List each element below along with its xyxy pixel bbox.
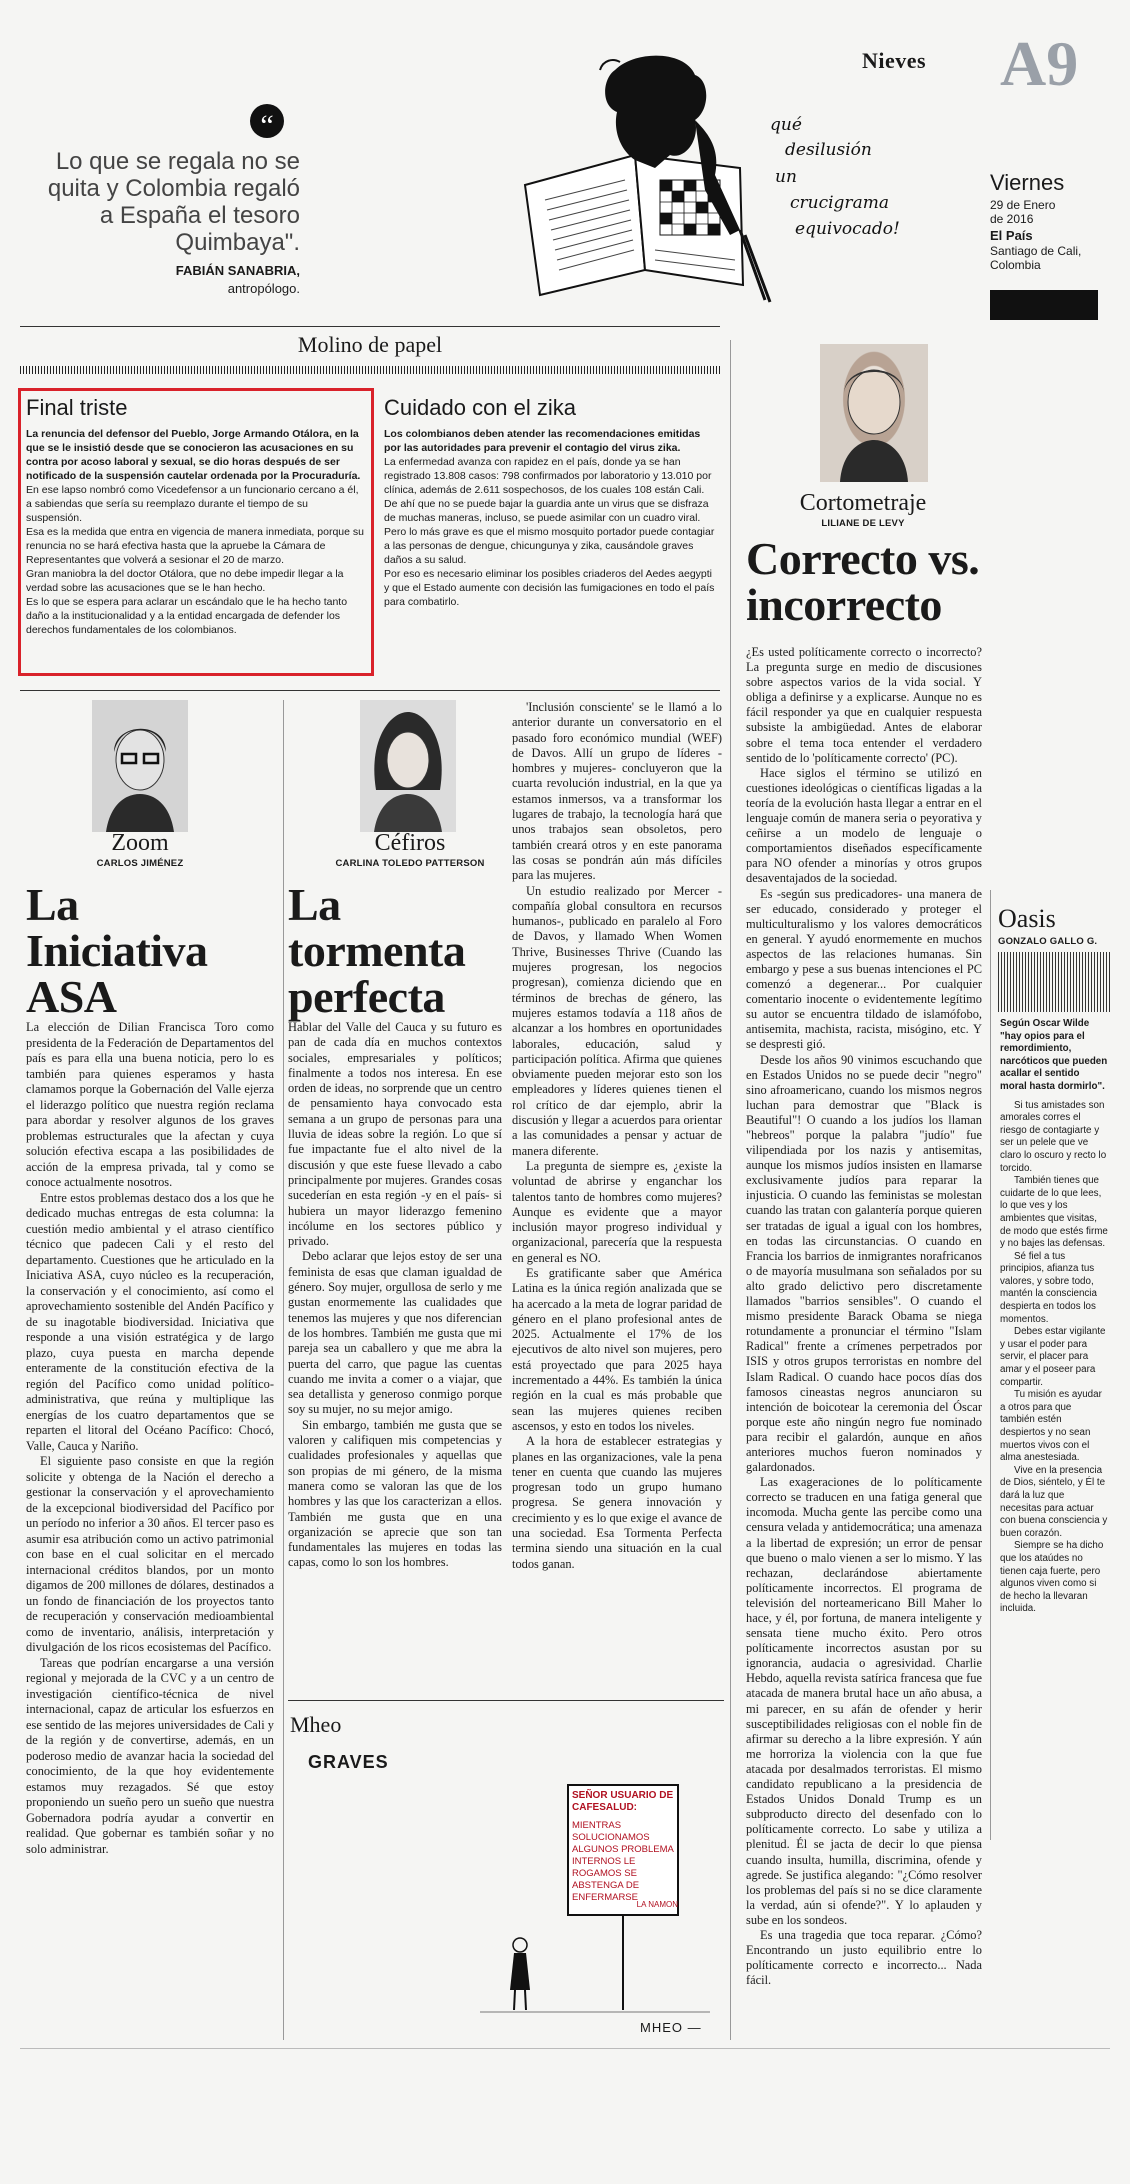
cefiros-p2: Debo aclarar que lejos estoy de ser una feminista de esas que claman igualdad de género. Soy mujer, orgullosa de serlo y me gustan enormemente las cualidades que tenemos las mujeres y que nos diferencian de los hombres. También me gusta que mi pareja sea un caballero y que me abra la puerta del carro, que pague las cuentas cuando me invita a comer o a viajar, que sea detallista y generoso conmigo porque soy su mujer, no su mejor amigo. <box>288 1249 502 1417</box>
final-triste-lead: La renuncia del defensor del Pueblo, Jorge Armando Otálora, en la que se le insistió desde que se conocieron las acusaciones en su contra por acoso laboral y sexual, se dio horas después de ser notificado de la suspensión cautelar ordenada por la Procuraduría. <box>26 428 361 482</box>
zoom-column: Zoom <box>111 830 169 856</box>
black-tab <box>990 290 1098 320</box>
section-name: Nieves <box>862 48 927 73</box>
divider-cortometraje <box>730 340 731 2040</box>
newspaper-name: El País <box>990 228 1033 243</box>
mheo-cartoon <box>470 1780 720 2040</box>
zika-p4: Por eso es necesario eliminar los posibles criaderos del Aedes aegypti y que el Estado aumente con decisión las fumigaciones en todo el país para combatirlo. <box>384 568 715 608</box>
cortometraje-p2: Hace siglos el término se utilizó en cuestiones ideológicas o científicas ligadas a la teoría de la evolución hasta llegar a entrar en el lenguaje común de manera seria o peyorativa y ceñirse a un modelo de lenguaje o comportamientos diseñados específicamente para NO ofender a minorías y otros grupos desaventajados de la sociedad. <box>746 765 982 886</box>
author-photo-carlos <box>92 700 188 832</box>
cortometraje-p5: Las exageraciones de lo políticamente correcto se traducen en una fatiga general que incomoda. Mucha gente las percibe como una censura velada y antidemocrática; una amenaza a la libertad de expresión; un error de pensar que bueno o malo vienen a ser lo mismo. Y las rechazan, declarándose abiertamente políticamente incorrectos. El programa de televisión del norteamericano Bill Maher lo hace, y él, por fortuna, de manera inteligente y sensata tiene mucho éxito. Pero otros políticamente incorrectos asustan por su ignorancia, audacia o agresividad. Charlie Hebdo, aquella revista satírica francesa que fue atacada de manera brutal hace un año abusa, a mi parecer, en su afán de ofender y herir susceptibilidades religiosas con el noble fin de afirmar su derecho a la libre expresión. Y aún me horroriza la violencia con la que fue atacada por desalmados terroristas. El mismo candidato republicano a la presidencia de Estados Unidos Donald Trump es un subproducto directo del desenfado con lo políticamente correcto. Lo sabe y utiliza a plenitud. Él se jacta de decir lo que piensa cuando insulta, humilla, discrimina, ofende y agrede. Se justifica alegando: "¿Cómo resolver los problemas del país si no se dice claramente la verdad, aún si ofende?". Y lo aplauden y sube en los sondeos. <box>746 1475 982 1927</box>
cartoon-caption-line3: un <box>775 167 797 187</box>
cefiros-p7: Es gratificante saber que América Latina es la única región analizada que se ha acercado a la meta de lograr paridad de género en el plano profesional antes de 2025. Actualmente el 17% de los ejecutivos de alto nivel son mujeres, pero está proyectado que para 2025 haya incrementado a 44%. Es también la única región en la cual es más probable que sean las mujeres quienes reciben ascensos, y esto en todos los niveles. <box>512 1265 722 1433</box>
oasis-hatch <box>998 952 1110 1012</box>
oasis-p7: Siempre se ha dicho que los ataúdes no tienen caja fuerte, pero algunos viven como si de hecho la llevaran incluida. <box>1000 1540 1104 1615</box>
mheo-signature: MHEO — <box>640 2020 702 2035</box>
mheo-rule <box>288 1700 724 1701</box>
cortometraje-p6: Es una tragedia que toca reparar. ¿Cómo? Encontrando un justo equilibrio entre lo políticamente correcto e incorrecto... Nada fácil. <box>746 1927 982 1988</box>
cefiros-p5: Un estudio realizado por Mercer -compañía global consultora en recursos humanos-, publicado en paralelo al Foro de Davos, y llamado When Women Thrive, Businesses Thrive (Cuando las mujeres progresan, los negocios progresan), comienza diciendo que en términos de brechas de género, las mujeres estamos todavía a 118 años de alcanzar a los hombres en oportunidades laborales, educación, salud y participación política. Afirma que quienes obviamente pueden mejorar esto son los empleadores y líderes quienes tienen el rol crítico de dar ejemplo, abrir la discusión y llegar a acuerdos para orientar a las comunidades a pensar y actuar de manera diferente. <box>512 883 722 1158</box>
oasis-author: GONZALO GALLO G. <box>998 936 1098 947</box>
zika-p3: Pero lo más grave es que el mismo mosquito portador puede contagiar a las personas de dengue, chicungunya y zika, causándole graves daños a su salud. <box>384 526 715 566</box>
cartoon-caption-line2: desilusión <box>785 140 872 160</box>
mheo-sign-body: MIENTRAS SOLUCIONAMOS ALGUNOS PROBLEMA INTERNOS LE ROGAMOS SE ABSTENGA DE ENFERMARSE <box>572 1820 674 1903</box>
page-bottom-rule <box>20 2048 1110 2049</box>
divider-oasis <box>990 890 991 1840</box>
zoom-p4: Tareas que podrían encargarse a una versión regional y mejorada de la CVC y a un centro de investigación científico-técnica de nivel internacional, capaz de articular los esfuerzos en ese sentido de las mejores universidades de Cali y de la región y de convertirse, además, en un poderoso medio de avanzar hacia la sociedad del conocimiento, de la que hoy evidentemente estamos muy rezagados. Sé que estoy proponiendo un sueño pero un sueño que nuestra Gobernadora podría ayudar a convertir en realidad. Que gobernar es también soñar y no solo administrar. <box>26 1655 274 1856</box>
oasis-p5: Tu misión es ayudar a otros para que también estén despiertos y no sean muertos vivos con el alma anestesiada. <box>1000 1389 1102 1464</box>
molino-rule-bottom <box>20 690 720 691</box>
author-photo-liliane <box>820 344 928 482</box>
mheo-column: Mheo <box>290 1712 342 1737</box>
quote-role: antropólogo. <box>227 281 300 296</box>
molino-rule-top <box>20 326 720 327</box>
cortometraje-headline: Correcto vs. incorrecto <box>746 533 980 630</box>
cefiros-p4: 'Inclusión consciente' se le llamó a lo anterior durante un conversatorio en el pasado foro económico mundial (WEF) de Davos. Allí un grupo de líderes -hombres y mujeres- concluyeron que la cuarta revolución industrial, en la que ya estamos inmersos, va a transformar los lugares de trabajo, la tecnología hará que unos trabajos sean obsoletos, pero también creará otros y en este panorama las cosas se pondrán aún más difíciles para las mujeres. <box>512 700 722 883</box>
final-triste-p3: Gran maniobra la del doctor Otálora, que no debe impedir llegar a la verdad sobre las acusaciones que se le han hecho. <box>26 568 344 594</box>
cefiros-body-col1 <box>288 1020 502 1690</box>
cefiros-p3: Sin embargo, también me gusta que se valoren y califiquen mis competencias y cualidades profesionales y aquellas que son propias de mi género, de la misma manera como se valoran las que de los hombres y las que los caracterizan a ellos. También me gusta que en una organización se aprecie que son tan fundamentales las mujeres en todas las capas, como lo son los hombres. <box>288 1417 502 1570</box>
cefiros-p1: Hablar del Valle del Cauca y su futuro es pan de cada día en muchos contextos sociales, empresariales y políticos; finalmente a todos nos interesa. En ese orden de ideas, no sorprende que un centro de pensamiento haya convocado esta semana a un grupo de personas para una lluvia de ideas sobre la región. Lo que sí fue impactante fue el alto nivel de la discusión y que este fuese llevado a cabo principalmente por mujeres. Grandes cosas sucederían en esta región -y en el país- si hubiera un mayor liderazgo femenino incólume en los sectores público y privado. <box>288 1020 502 1249</box>
oasis-p4: Debes estar vigilante y usar el poder para servir, el placer para amar y el poseer para compartir. <box>1000 1326 1106 1388</box>
oasis-column: Oasis <box>998 904 1056 933</box>
quote-text: Lo que se regala no se quita y Colombia regaló a España el tesoro Quimbaya". <box>47 148 300 256</box>
oasis-lead: Según Oscar Wilde "hay opios para el remordimiento, narcóticos que pueden acallar el sentido moral hasta dormirlo". <box>1000 1018 1108 1092</box>
divider-zoom <box>283 700 284 2040</box>
final-triste-p2: Esa es la medida que entra en vigencia de manera inmediata, porque su renuncia no se hará efectiva hasta que la apruebe la Cámara de Representantes que volverá a sesionar el 20 de marzo. <box>26 526 364 566</box>
author-photo-carlina <box>360 700 456 832</box>
mheo-sign-footer: LA NAMON <box>636 1900 678 1909</box>
molino-title: Molino de papel <box>297 332 443 357</box>
cartoon-caption-line5: equivocado! <box>795 219 900 239</box>
cortometraje-author: LILIANE DE LEVY <box>821 518 905 529</box>
cartoon-crossword <box>495 50 965 330</box>
zoom-p1: La elección de Dilian Francisca Toro como presidenta de la Federación de Departamentos del país es para ella una buena noticia, pero lo es también para quienes esperamos y hasta clamamos porque la Gobernación del Valle ejerza el liderazgo político que nuestra región reclama para abordar y resolver algunos de los graves problemas estructurales que la afectan y cuya solución efectiva escapa a las posibilidades de acción de la empresa privada, tal y como se conoce actualmente nosotros. <box>26 1020 274 1189</box>
quote-mark-icon: “ <box>250 104 284 138</box>
zika-lead: Los colombianos deben atender las recomendaciones emitidas por las autoridades para prevenir el contagio del virus zika. <box>384 428 701 454</box>
final-triste-article <box>26 394 366 637</box>
zika-p2: De ahí que no se puede bajar la guardia ante un virus que se disfraza de muchas maneras, incluso, se puede asimilar con un cuadro viral. <box>384 498 709 524</box>
mheo-sign-heading: SEÑOR USUARIO DE CAFESALUD: <box>572 1790 674 1813</box>
oasis-p2: También tienes que cuidarte de lo que lees, lo que ves y los ambientes que visitas, de modo que estés firme y no bajes las defensas. <box>1000 1175 1108 1250</box>
zoom-body <box>26 1020 274 1857</box>
quote-author: FABIÁN SANABRIA, <box>175 263 300 278</box>
cefiros-author: CARLINA TOLEDO PATTERSON <box>335 858 485 869</box>
top-edge <box>0 0 1130 6</box>
zoom-author: CARLOS JIMÉNEZ <box>96 858 184 869</box>
zoom-p2: Entre estos problemas destaco dos a los que he dedicado muchas entregas de esta columna: la cuestión medio ambiental y el atraso científico técnico que padecen Cali y el resto del departamento. Cuestiones que he articulado en la Iniciativa ASA, cuyo núcleo es la recuperación, la conservación y el conocimiento, así como el aprovechamiento sostenible del Andén Pacífico y de su inagotable biodiversidad. Iniciativa que responde a una visión estratégica y de largo plazo, cuya puesta en marcha depende enteramente de la constitución efectiva de la región del Pacífico como unidad político-administrativa, que reúna y multiplique las energías de los cuatro departamentos que se reparten el litoral del Océano Pacífico: Chocó, Valle, Cauca y Nariño. <box>26 1190 274 1453</box>
page-number: A9 <box>1000 28 1079 99</box>
cortometraje-p1: ¿Es usted políticamente correcto o incorrecto? La pregunta surge en medio de discusiones sobre aspectos varios de la vida social. Y obliga a definirse y a explicarse. Aunque no es fácil responder ya que en cualquier respuesta subsiste la ambigüedad. Antes de elaborar sobre el tema toca entender el verdadero sentido de lo 'políticamente correcto' (PC). <box>746 645 982 765</box>
zika-p1: La enfermedad avanza con rapidez en el país, donde ya se han registrado 13.808 casos: 798 confirmados por laboratorio y 13.010 por clínica, además de 2.611 sospechosos, de los cuales 108 están Cali. <box>384 456 712 496</box>
cefiros-column: Céfiros <box>374 830 446 856</box>
date-full: 29 de Enero de 2016 <box>990 198 1056 226</box>
cortometraje-p3: Es -según sus predicadores- una manera de ser educado, considerado y proteger el multiculturalismo y los valores democráticos en general. Y ayudó enormemente en muchos aspectos de las relaciones humanas. Sin embargo y pese a sus buenas intenciones el PC comenzó a degenerar... Por cualquier comentario inocente o evidentemente legítimo su autor se encuentra tildado de islamófobo, antisemita, machista, racista, misógino, etc. Y se despresti gió. <box>746 886 982 1052</box>
cortometraje-body <box>746 645 982 1988</box>
cefiros-body-col2 <box>512 700 722 1695</box>
zoom-p3: El siguiente paso consiste en que la región solicite y obtenga de la Nación el derecho a gestionar la conservación y el aprovechamiento de la excepcional biodiversidad del Pacífico por un período no inferior a 30 años. El tercer paso es asumir esa atribución como un activo patrimonial con base en el cual solicitar en el mercado internacional créditos blandos, por un monto digamos de 200 millones de dólares, destinados a un fondo de financiación de los proyectos tanto de recuperación y conservación medioambiental como de inventario, análisis, interpretación y divulgación de los ricos ecosistemas del Pacífico. <box>26 1454 274 1654</box>
mheo-title: GRAVES <box>308 1752 389 1772</box>
molino-hatch <box>20 366 720 374</box>
final-triste-title: Final triste <box>26 395 128 420</box>
cefiros-headline: La tormenta perfecta <box>288 879 466 1022</box>
oasis-body <box>1000 1018 1108 1616</box>
final-triste-p1: En ese lapso nombró como Vicedefensor a un funcionario cercano a él, a sabiendas que sería su reemplazo durante el tiempo de su suspensión. <box>26 484 359 524</box>
cartoon-drawing <box>495 50 965 330</box>
oasis-p6: Vive en la presencia de Dios, siéntelo, y Él te dará la luz que necesitas para actuar con buena consciencia y buen corazón. <box>1000 1464 1108 1539</box>
zoom-headline: La Iniciativa ASA <box>26 879 208 1022</box>
cefiros-p6: La pregunta de siempre es, ¿existe la voluntad de abrirse y enganchar los talentos tanto de hombres como mujeres? Aunque es evidente que a mayor inclusión mayor progreso individual y organizacional, parecería que la respuesta en general es NO. <box>512 1158 722 1265</box>
oasis-p1: Si tus amistades son amorales corres el riesgo de contagiarte y ser un pelele que ve claro lo oscuro y recto lo torcido. <box>1000 1099 1107 1174</box>
date-day: Viernes <box>990 170 1065 195</box>
cartoon-caption-line4: crucigrama <box>790 193 889 213</box>
cartoon-caption-line1: qué <box>770 115 802 135</box>
cortometraje-p4: Desde los años 90 vinimos escuchando que en Estados Unidos no se puede decir "negro" sino afroamericano, cuando los mismos negros luchan para demostrar que "Black is Beautiful"! O cuando a los judíos los llaman "hebreos" porque la palabra "judío" fue vilipendiada por los nazis y antisemitas, aunque los mismos judíos insisten en llamarse exclusivamente judíos para reparar la injusticia. O cuando las feministas se molestan cuando las tratan con galantería porque quieren ser tratadas de igual a igual con los hombres, en todas las circunstancias. O cuando en Francia los barrios de inmigrantes norafricanos o de mayoría musulmana son señalados por su alto grado delictivo pero discretamente llamados "barrios sensibles". O cuando el mismo presidente Barack Obama se niega rotundamente a pronunciar el término "Islam Radical" frente a crímenes perpetrados por ISIS y otros grupos terroristas en nombre del Islam Radical. O cuando hace pocos días dos famosos cineastas negros anunciaron su intención de boicotear la ceremonia del Óscar porque este año ningún negro fue nominado para recibir el galardón, aunque en años anteriores muchos fueron nominados y galardonados. <box>746 1052 982 1475</box>
zika-article <box>384 394 719 609</box>
oasis-p3: Sé fiel a tus principios, afianza tus valores, y sobre todo, mantén la consciencia despierta en todos los momentos. <box>1000 1250 1097 1325</box>
city: Santiago de Cali, Colombia <box>990 244 1082 272</box>
final-triste-p4: Es lo que se espera para aclarar un escándalo que le ha hecho tanto daño a la institucionalidad y a la entidad encargada de defender los derechos fundamentales de los colombianos. <box>26 596 348 636</box>
cortometraje-column: Cortometraje <box>799 490 927 516</box>
cefiros-p8: A la hora de establecer estrategias y planes en las organizaciones, vale la pena tener en cuenta que cuando las mujeres progresan todo un grupo humano progresa. Se genera innovación y crecimiento y es lo que exige el avance de una sociedad. Esa Tormenta Perfecta termina siendo una situación en la cual todos ganan. <box>512 1434 722 1571</box>
zika-title: Cuidado con el zika <box>384 395 577 420</box>
